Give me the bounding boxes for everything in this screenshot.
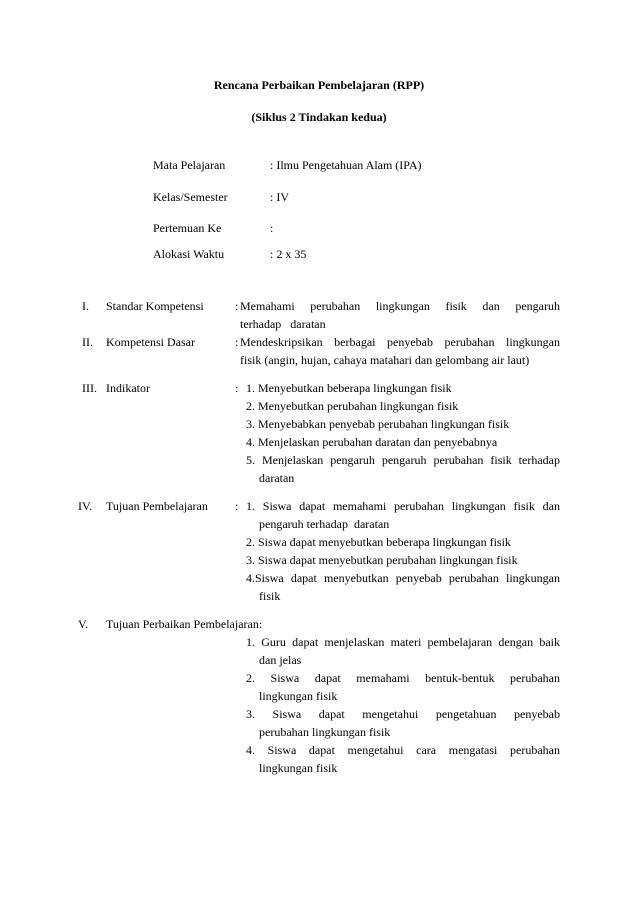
section-3-number: III. — [82, 381, 97, 395]
section-5-label: Tujuan Perbaikan Pembelajaran: — [106, 617, 263, 631]
perbaikan-item-1-cont: dan jelas — [259, 653, 302, 667]
info-label-kelas-semester: Kelas/Semester — [153, 190, 228, 204]
info-value-alokasi-waktu: : 2 x 35 — [270, 247, 307, 261]
section-2-line-1: Mendeskripsikan berbagai penyebab perubahan lingkungan — [240, 335, 560, 349]
tujuan-item-1: 1. Siswa dapat memahami perubahan lingkungan fisik dan — [246, 499, 560, 513]
info-label-alokasi-waktu: Alokasi Waktu — [153, 247, 225, 261]
perbaikan-item-2: 2. Siswa dapat memahami bentuk-bentuk perubahan — [246, 671, 560, 685]
indikator-item-3: 3. Menyebabkan penyebab perubahan lingkungan fisik — [246, 417, 510, 431]
info-value-mata-pelajaran: : Ilmu Pengetahuan Alam (IPA) — [270, 158, 422, 172]
section-3-label: Indikator — [106, 381, 150, 395]
info-label-mata-pelajaran: Mata Pelajaran — [153, 158, 226, 172]
info-value-kelas-semester: : IV — [270, 190, 289, 204]
info-label-pertemuan-ke: Pertemuan Ke — [153, 221, 222, 235]
section-1-line-1: Memahami perubahan lingkungan fisik dan pengaruh — [240, 299, 560, 313]
perbaikan-item-2-cont: lingkungan fisik — [259, 689, 338, 703]
indikator-item-5: 5. Menjelaskan pengaruh pengaruh perubahan fisik terhadap — [246, 453, 560, 467]
section-5-number: V. — [78, 617, 89, 631]
section-3-colon: : — [235, 381, 239, 395]
tujuan-item-2: 2. Siswa dapat menyebutkan beberapa lingkungan fisik — [246, 535, 511, 549]
section-2-colon: : — [235, 335, 239, 349]
indikator-item-1: 1. Menyebutkan beberapa lingkungan fisik — [246, 381, 452, 395]
perbaikan-item-3: 3. Siswa dapat mengetahui pengetahuan penyebab — [246, 707, 560, 721]
document-title: Rencana Perbaikan Pembelajaran (RPP) — [213, 78, 425, 92]
section-1-colon: : — [235, 299, 239, 313]
info-value-pertemuan-ke: : — [270, 221, 274, 235]
perbaikan-item-1: 1. Guru dapat menjelaskan materi pembelajaran dengan baik — [246, 635, 560, 649]
tujuan-item-1-cont: pengaruh terhadap daratan — [259, 517, 390, 531]
document-subtitle: (Siklus 2 Tindakan kedua) — [251, 110, 387, 124]
perbaikan-item-4-cont: lingkungan fisik — [259, 761, 338, 775]
tujuan-item-4: 4.Siswa dapat menyebutkan penyebab perubahan lingkungan — [246, 571, 560, 585]
section-4-colon: : — [235, 499, 239, 513]
perbaikan-item-4: 4. Siswa dapat mengetahui cara mengatasi perubahan — [246, 743, 560, 757]
section-2-number: II. — [82, 335, 93, 349]
indikator-item-5-cont: daratan — [259, 471, 295, 485]
perbaikan-item-3-cont: perubahan lingkungan fisik — [259, 725, 391, 739]
section-4-label: Tujuan Pembelajaran — [106, 499, 208, 513]
section-1-label: Standar Kompetensi — [106, 299, 204, 313]
tujuan-item-4-cont: fisik — [259, 589, 281, 603]
section-2-label: Kompetensi Dasar — [106, 335, 195, 349]
section-1-number: I. — [82, 299, 89, 313]
indikator-item-4: 4. Menjelaskan perubahan daratan dan penyebabnya — [246, 435, 498, 449]
section-2-line-2: fisik (angin, hujan, cahaya matahari dan gelombang air laut) — [240, 353, 530, 367]
tujuan-item-3: 3. Siswa dapat menyebutkan perubahan lingkungan fisik — [246, 553, 518, 567]
section-4-number: IV. — [78, 499, 93, 513]
section-1-line-2: terhadap daratan — [240, 317, 326, 331]
indikator-item-2: 2. Menyebutkan perubahan lingkungan fisik — [246, 399, 459, 413]
